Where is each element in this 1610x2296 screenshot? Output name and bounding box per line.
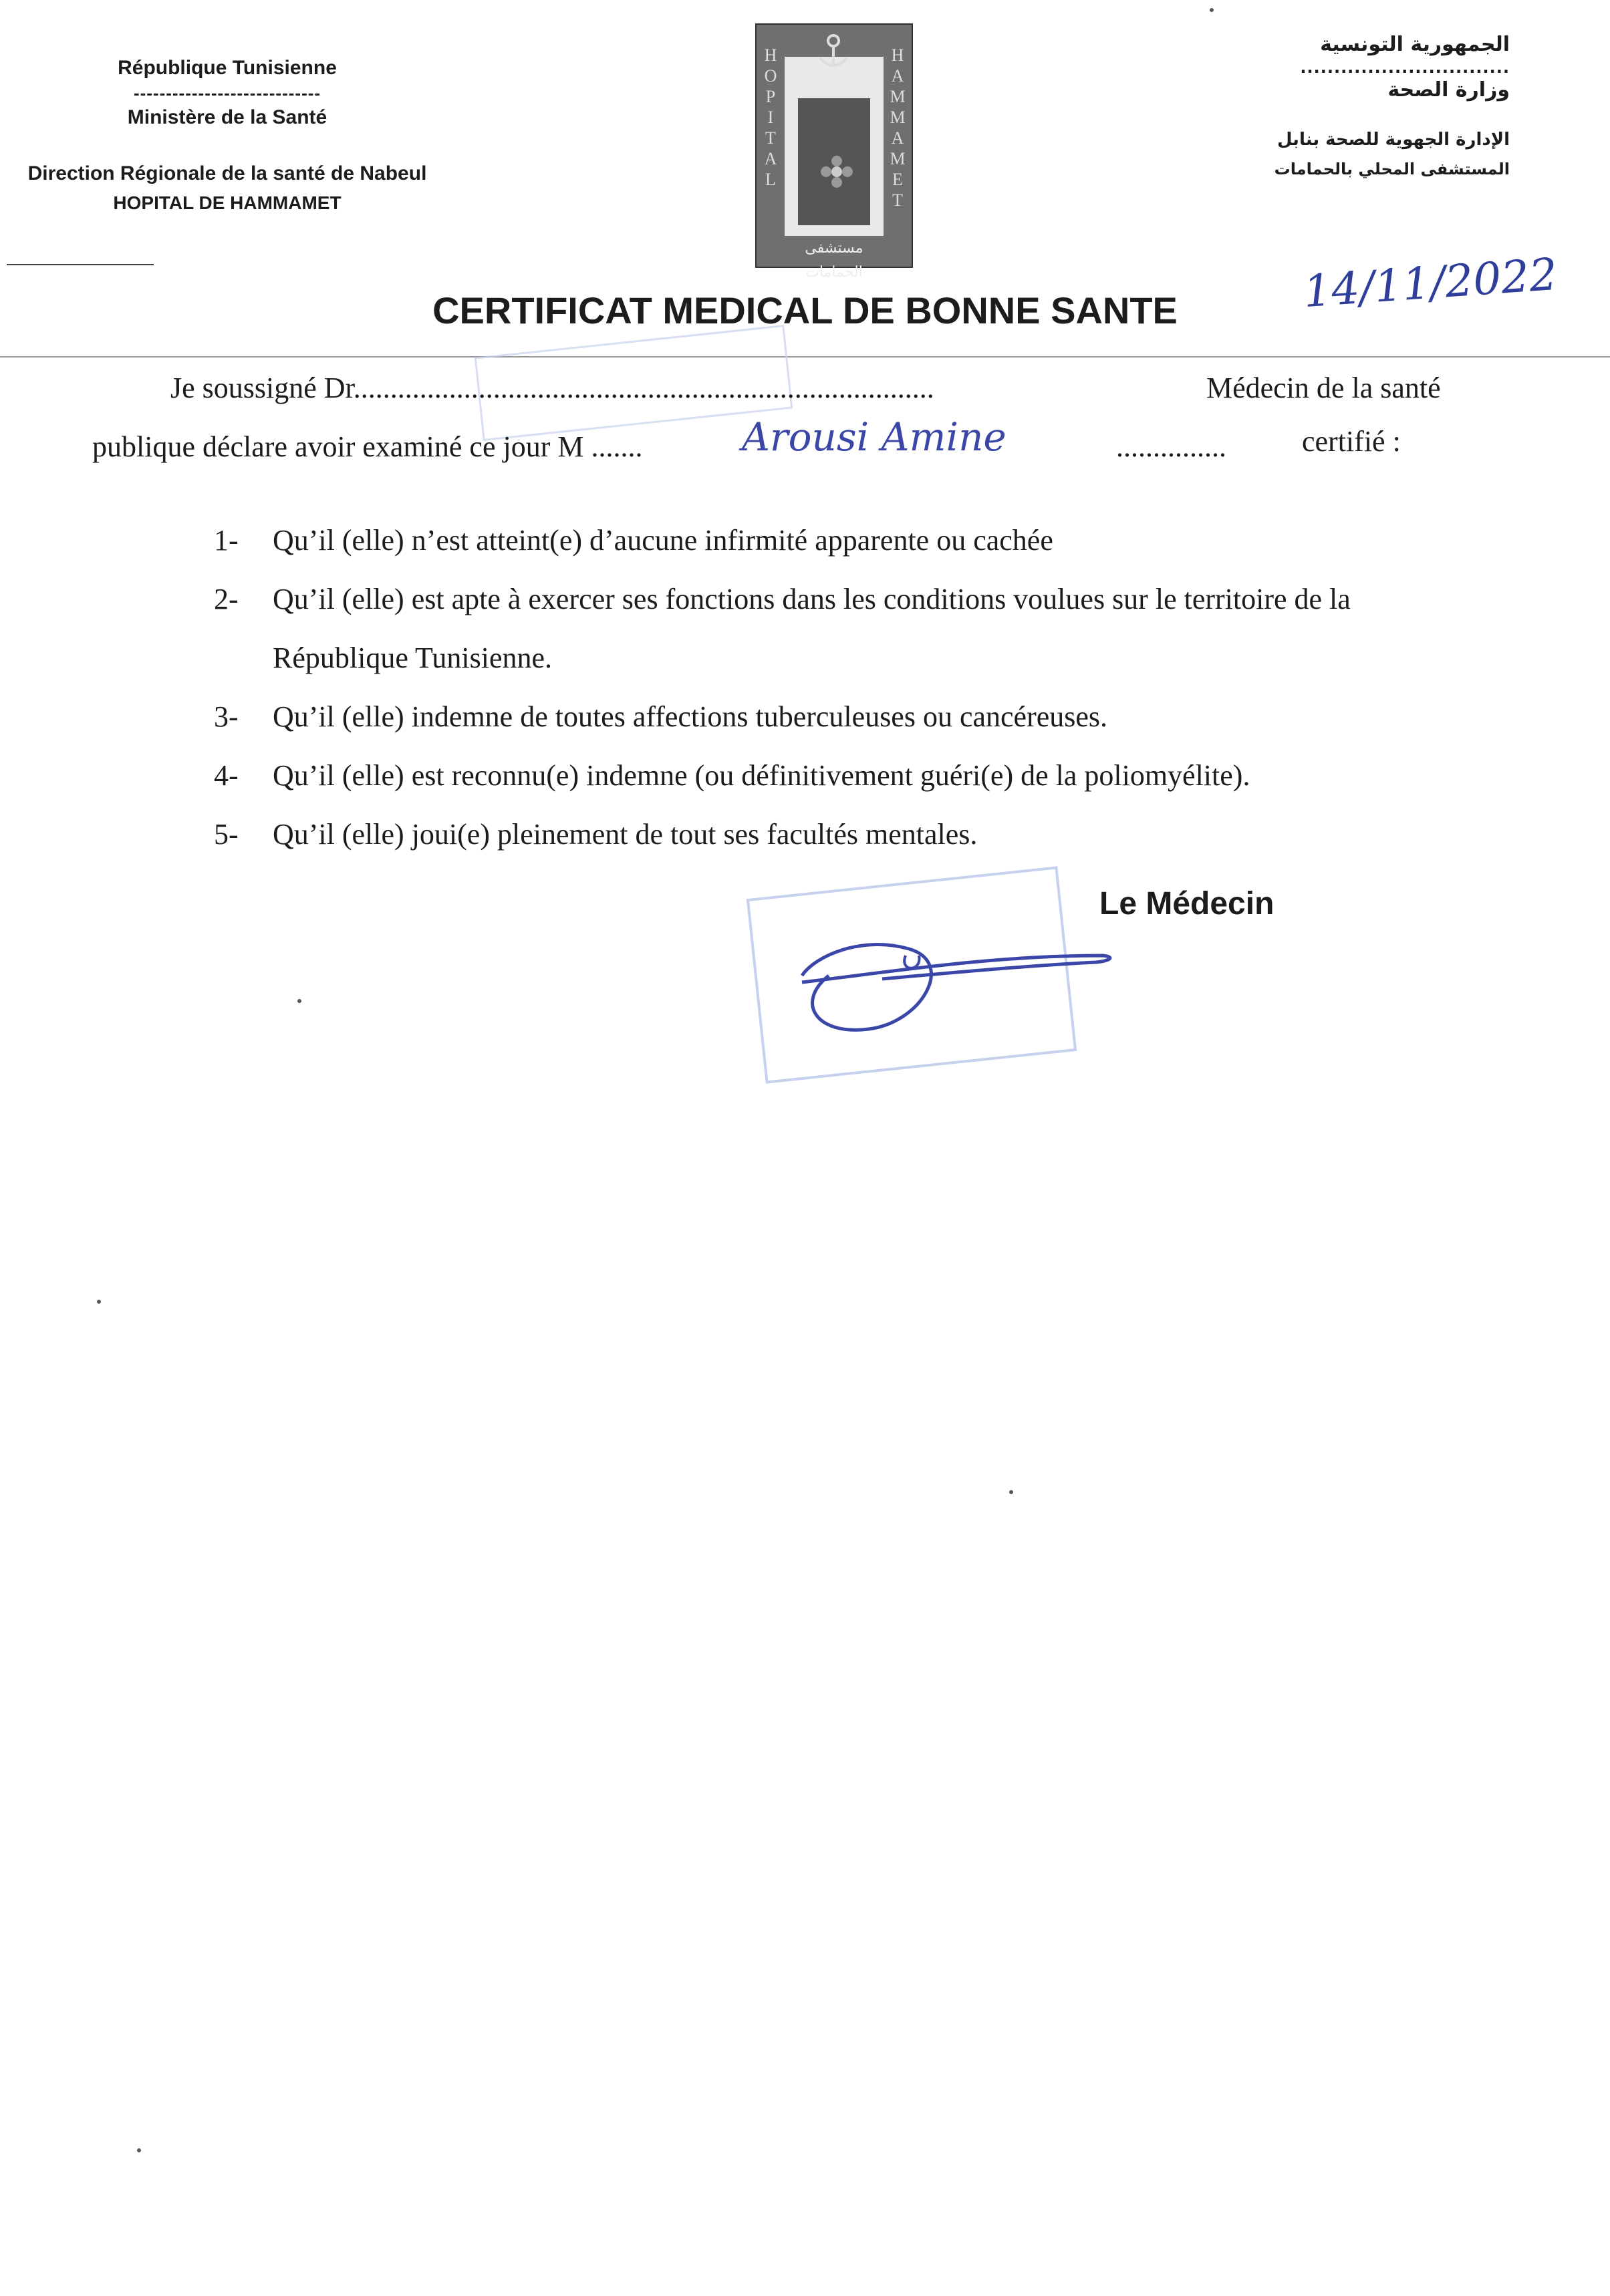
republic-name: République Tunisienne [118, 57, 337, 79]
logo-right-text: H A M M A M E T [890, 45, 906, 210]
ministry-name-ar: وزارة الصحة [1387, 78, 1510, 102]
paragraph-line-2 [92, 430, 642, 464]
anchor-icon [813, 31, 853, 71]
flower-icon [817, 152, 857, 192]
header-right [1222, 30, 1510, 184]
handwritten-date: 14/11/2022 [1301, 248, 1559, 318]
hospital-logo [755, 23, 913, 280]
scan-speck [1210, 8, 1214, 12]
item-text: Qu’il (elle) est apte à exercer ses fonctions dans les conditions voulues sur le territoire de la [273, 583, 1351, 615]
list-item [214, 688, 1524, 746]
list-item [214, 746, 1524, 805]
item-text-continued: République Tunisienne. [273, 641, 553, 674]
republic-name-ar: الجمهورية التونسية [1320, 33, 1510, 56]
item-number: 2- [214, 583, 239, 615]
header-right-dots: ............................... [1300, 58, 1510, 77]
item-number: 4- [214, 759, 239, 792]
scan-speck [97, 1300, 101, 1304]
regional-direction: Direction Régionale de la santé de Nabeul [27, 162, 427, 184]
list-item [214, 570, 1524, 688]
item-number: 5- [214, 818, 239, 851]
item-text: Qu’il (elle) n’est atteint(e) d’aucune infirmité apparente ou cachée [273, 524, 1053, 557]
certificate-title: CERTIFICAT MEDICAL DE BONNE SANTE [432, 289, 1178, 331]
regional-direction-ar: الإدارة الجهوية للصحة بنابل [1277, 130, 1510, 150]
item-text: Qu’il (elle) est reconnu(e) indemne (ou définitivement guéri(e) de la poliomyélite). [273, 759, 1250, 792]
item-text: Qu’il (elle) indemne de toutes affections tuberculeuses ou cancéreuses. [273, 700, 1108, 733]
doctor-name-dots: ............................................................................... [353, 372, 934, 404]
header-left-rule [7, 264, 154, 265]
name-dots-right: ............... [1116, 430, 1226, 463]
paragraph-line-1 [170, 371, 934, 405]
intro-text: Je soussigné Dr [170, 372, 354, 404]
ministry-name: Ministère de la Santé [127, 106, 327, 128]
title-rule [0, 356, 1610, 357]
certification-list [214, 511, 1524, 864]
hospital-name-ar: المستشفى المحلي بالحمامات [1274, 160, 1510, 178]
hospital-name: HOPITAL DE HAMMAMET [113, 192, 342, 213]
paragraph-line-1-end: Médecin de la santé [1206, 372, 1441, 404]
signature-icon [789, 909, 1123, 1042]
certified-text: certifié : [1302, 425, 1401, 458]
item-number: 1- [214, 524, 239, 557]
logo-arabic-text: مستشفى الحمامات [805, 239, 863, 280]
scan-speck [1009, 1490, 1013, 1494]
signer-label: Le Médecin [1099, 886, 1274, 921]
patient-name: Arousi Amine [742, 414, 1007, 460]
header-left [0, 53, 454, 218]
item-text: Qu’il (elle) joui(e) pleinement de tout ses facultés mentales. [273, 818, 978, 851]
scan-speck [137, 2148, 141, 2152]
list-item [214, 511, 1524, 570]
item-number: 3- [214, 700, 239, 733]
scan-speck [297, 999, 301, 1003]
list-item [214, 805, 1524, 864]
declaration-text: publique déclare avoir examiné ce jour M [92, 430, 584, 463]
logo-left-text: H O P I T A L [764, 45, 777, 189]
name-dots-left: ....... [591, 430, 643, 463]
header-divider: ----------------------------- [133, 83, 321, 103]
